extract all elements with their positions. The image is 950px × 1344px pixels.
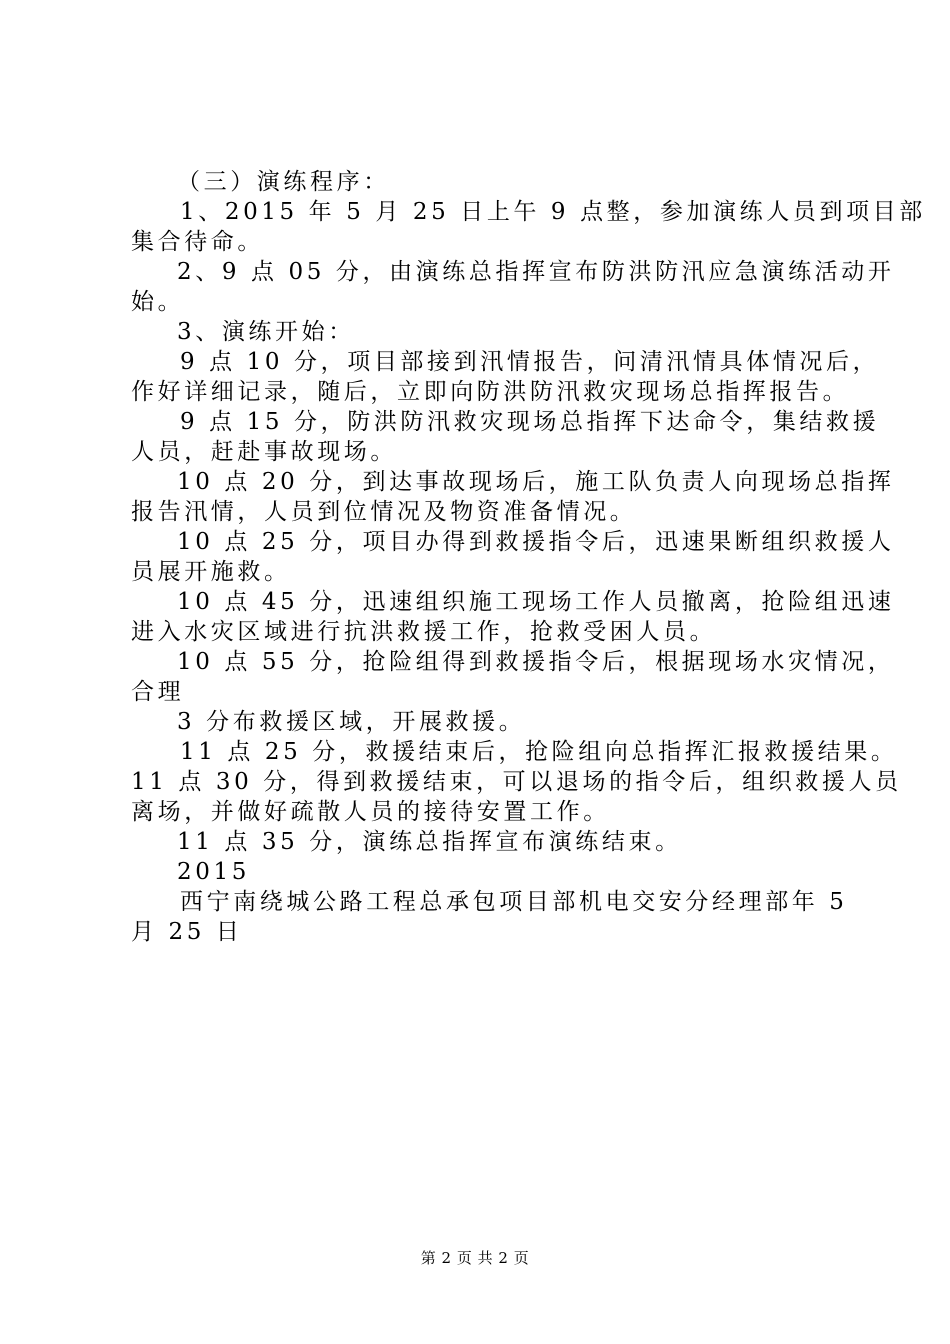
paragraph-line: 3 分布救援区域，开展救援。: [177, 709, 526, 735]
paragraph-line: 作好详细记录，随后，立即向防洪防汛救灾现场总指挥报告。: [131, 379, 850, 405]
paragraph-line: 员展开施救。: [131, 559, 291, 585]
page-number-footer: 第 2 页 共 2 页: [420, 1249, 530, 1267]
paragraph-line: 报告汛情，人员到位情况及物资准备情况。: [131, 499, 637, 525]
paragraph-line: 11 点 30 分，得到救援结束，可以退场的指令后，组织救援人员: [131, 769, 902, 795]
section-heading: （三）演练程序：: [177, 169, 390, 195]
paragraph-line: 3、演练开始：: [177, 319, 355, 345]
paragraph-line: 1、2015 年 5 月 25 日上午 9 点整，参加演练人员到项目部: [180, 199, 926, 225]
paragraph-line: 9 点 15 分，防洪防汛救灾现场总指挥下达命令，集结救援: [180, 409, 880, 435]
paragraph-line: 集合待命。: [131, 229, 264, 255]
paragraph-line: 2、9 点 05 分，由演练总指挥宣布防洪防汛应急演练活动开: [177, 259, 895, 285]
paragraph-line: 10 点 25 分，项目办得到救援指令后，迅速果断组织救援人: [177, 529, 895, 555]
paragraph-line: 始。: [131, 289, 185, 315]
document-body: [131, 167, 926, 947]
paragraph-line: 离场，并做好疏散人员的接待安置工作。: [131, 799, 610, 825]
paragraph-line: 10 点 20 分，到达事故现场后，施工队负责人向现场总指挥: [177, 469, 895, 495]
paragraph-line: 西宁南绕城公路工程总承包项目部机电交安分经理部年 5: [180, 889, 848, 915]
paragraph-line: 11 点 35 分，演练总指挥宣布演练结束。: [177, 829, 682, 855]
paragraph-line: 2015: [177, 859, 250, 885]
paragraph-line: 10 点 55 分，抢险组得到救援指令后，根据现场水灾情况，: [177, 649, 895, 675]
paragraph-line: 9 点 10 分，项目部接到汛情报告，问清汛情具体情况后，: [180, 349, 880, 375]
paragraph-line: 人员，赶赴事故现场。: [131, 439, 397, 465]
paragraph-line: 进入水灾区域进行抗洪救援工作，抢救受困人员。: [131, 619, 717, 645]
paragraph-line: 月 25 日: [131, 919, 243, 945]
paragraph-line: 10 点 45 分，迅速组织施工现场工作人员撤离，抢险组迅速: [177, 589, 895, 615]
paragraph-line: 11 点 25 分，救援结束后，抢险组向总指挥汇报救援结果。: [180, 739, 898, 765]
paragraph-line: 合理: [131, 679, 185, 705]
